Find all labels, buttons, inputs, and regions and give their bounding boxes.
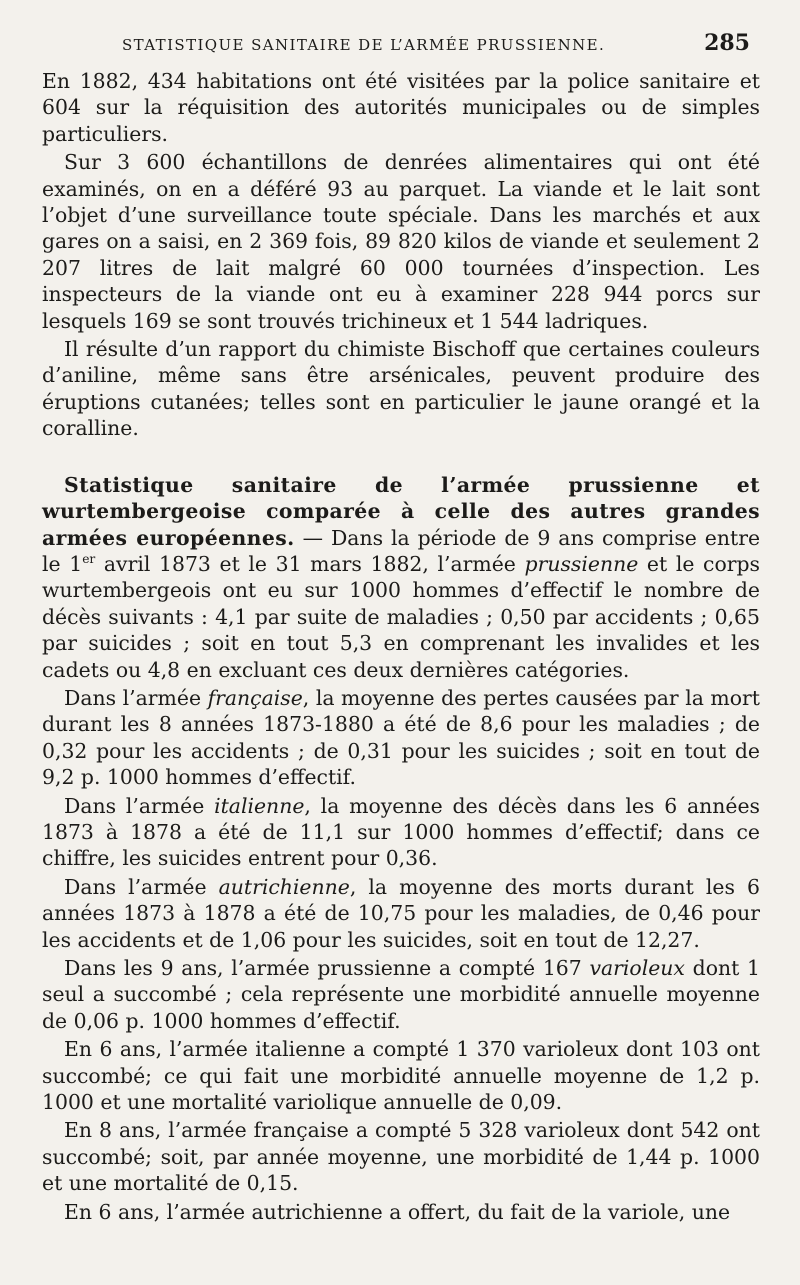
text-segment: , la moyenne des morts durant les 6 années 1873 à 1878 a été de 10,75 pour les maladies, de 0,46 pour les accidents et de 1,06 pour les suicides, soit en tout de 12,27. bbox=[42, 874, 760, 952]
text-segment: , la moyenne des pertes causées par la mort durant les 8 années 1873-1880 a été de 8,6 pour les maladies ; de 0,32 pour les accidents ; de 0,31 pour les suicides ; soit en tout de 9,2 p. 1000 hommes d’effectif. bbox=[42, 685, 760, 790]
paragraph-french-smallpox: En 8 ans, l’armée française a compté 5 328 varioleux dont 542 ont succombé; soit, par année moyenne, une morbidité de 1,44 p. 1000 et une mortalité de 0,15. bbox=[42, 1118, 760, 1196]
text-segment: Dans l’armée bbox=[64, 685, 208, 710]
body-text bbox=[42, 68, 760, 1225]
section-text-2: avril 1873 et le 31 mars 1882, l’armée bbox=[95, 551, 525, 576]
paragraph-austrian-army bbox=[42, 874, 760, 953]
ordinal-superscript: er bbox=[82, 552, 96, 567]
running-header bbox=[42, 30, 760, 68]
paragraph-french-army bbox=[42, 685, 760, 791]
emphasis-francaise: française bbox=[207, 685, 303, 710]
text-segment: Dans l’armée bbox=[64, 793, 215, 818]
paragraph-italian-army bbox=[42, 793, 760, 872]
section-text-1: — Dans la période de 9 ans comprise entre le 1 bbox=[42, 525, 761, 576]
page-number: 285 bbox=[704, 30, 750, 56]
text-segment: , la moyenne des décès dans les 6 années 1873 à 1878 a été de 11,1 sur 1000 hommes d’effectif; dans ce chiffre, les suicides entrent pour 0,36. bbox=[42, 793, 760, 871]
paragraph-3: Il résulte d’un rapport du chimiste Bischoff que certaines couleurs d’aniline, même sans être arsénicales, peuvent produire des éruptions cutanées; telles sont en particulier le jaune orangé et la coralline. bbox=[42, 337, 760, 441]
section-gap bbox=[42, 444, 760, 472]
paragraph-1: En 1882, 434 habitations ont été visitées par la police sanitaire et 604 sur la réquisition des autorités municipales ou de simples particuliers. bbox=[42, 69, 760, 146]
section-title: Statistique sanitaire de l’armée prussienne et wurtembergeoise comparée à celle des autres grandes armées européennes. bbox=[42, 472, 760, 550]
running-title: STATISTIQUE SANITAIRE DE L’ARMÉE PRUSSIENNE. bbox=[122, 36, 606, 54]
emphasis-autrichienne: autrichienne bbox=[218, 874, 350, 899]
paragraph-austrian-smallpox: En 6 ans, l’armée autrichienne a offert, du fait de la variole, une bbox=[64, 1199, 731, 1224]
paragraph-section bbox=[42, 472, 760, 683]
paragraph-2: Sur 3 600 échantillons de denrées alimentaires qui ont été examinés, on en a déféré 93 au parquet. La viande et le lait sont l’objet d’une surveillance toute spéciale. Dans les marchés et aux gares on a saisi, en 2 369 fois, 89 820 kilos de viande et seulement 2 207 litres de lait malgré 60 000 tournées d’inspection. Les inspecteurs de la viande ont eu à examiner 228 944 porcs sur lesquels 169 se sont trouvés trichineux et 1 544 ladriques. bbox=[42, 150, 760, 333]
paragraph-italian-smallpox: En 6 ans, l’armée italienne a compté 1 370 varioleux dont 103 ont succombé; ce qui fait une morbidité annuelle moyenne de 1,2 p. 1000 et une mortalité variolique annuelle de 0,09. bbox=[42, 1037, 760, 1115]
text-segment: dont 1 seul a succombé ; cela représente une morbidité annuelle moyenne de 0,06 p. 1000 hommes d’effectif. bbox=[42, 956, 760, 1033]
paragraph-prussian-smallpox bbox=[42, 955, 760, 1034]
emphasis-varioleux: varioleux bbox=[589, 956, 685, 980]
text-segment: Dans l’armée bbox=[64, 874, 219, 899]
section-text-3: et le corps wurtembergeois ont eu sur 1000 hommes d’effectif le nombre de décès suivants : 4,1 par suite de maladies ; 0,50 par accidents ; 0,65 par suicides ; soit en tout 5,3 en comprenant les invalides et les cadets ou 4,8 en excluant ces deux dernières catégories. bbox=[42, 551, 760, 682]
emphasis-italienne: italienne bbox=[214, 793, 305, 818]
section-emphasis: prussienne bbox=[524, 551, 639, 576]
text-segment: Dans les 9 ans, l’armée prussienne a compté 167 bbox=[64, 956, 590, 980]
